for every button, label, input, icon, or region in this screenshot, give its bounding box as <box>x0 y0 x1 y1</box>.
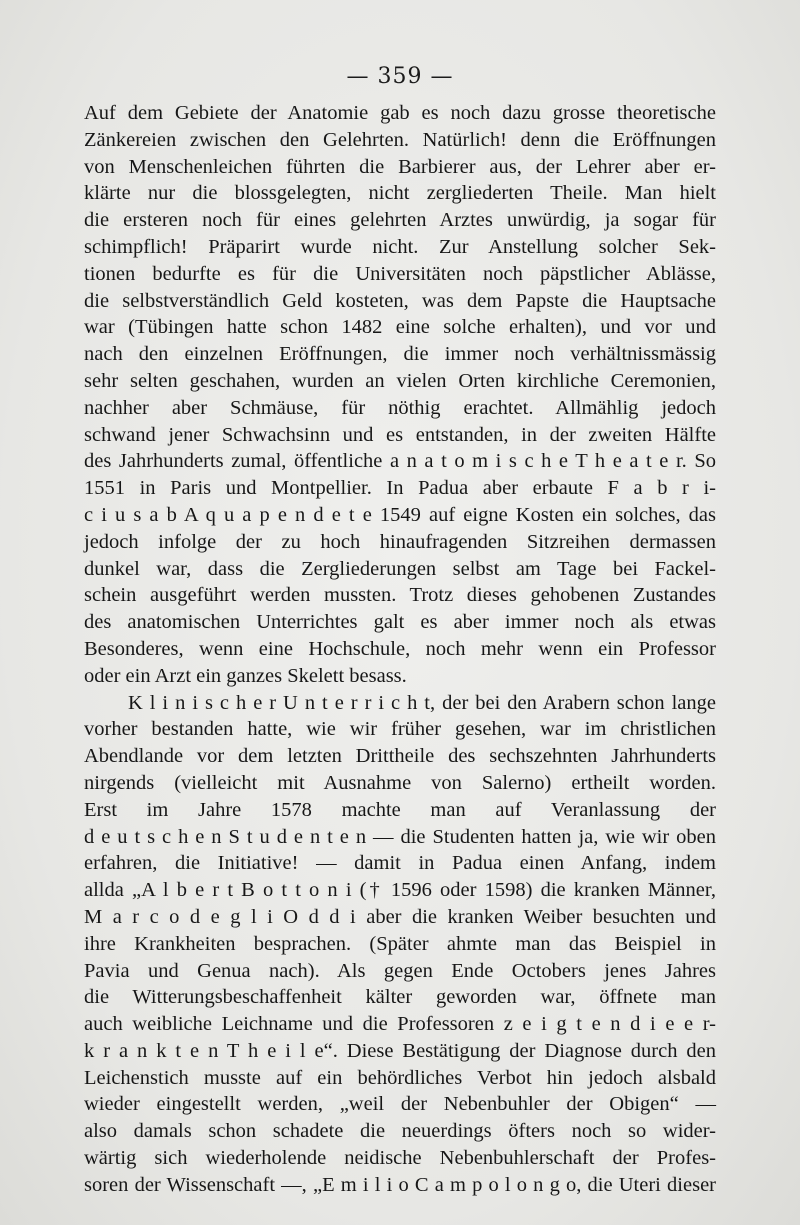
text-line: Auf dem Gebiete der Anatomie gab es noch dazu grosse theoretische <box>84 102 716 124</box>
text-line: d e u t s c h e n S t u d e n t e n — die Studenten hatten ja, wie wir oben <box>84 825 716 848</box>
text-line: oder ein Arzt ein ganzes Skelett besass. <box>84 664 407 687</box>
text-line: Abendlande vor dem letzten Drittheile des sechszehnten Jahrhunderts <box>84 745 716 768</box>
text-line: K l i n i s c h e r U n t e r r i c h t, der bei den Arabern schon lange <box>128 691 716 714</box>
text-line: jedoch infolge der zu hoch hinaufragenden Sitzreihen dermassen <box>84 530 716 553</box>
text-line: tionen bedurfte es für die Universitäten noch päpstlicher Ablässe, <box>84 262 716 285</box>
text-line: auch weibliche Leichname und die Professoren z e i g t e n d i e e r- <box>84 1013 716 1036</box>
text-line: des anatomischen Unterrichtes galt es aber immer noch als etwas <box>84 611 716 634</box>
text-line: nirgends (vielleicht mit Ausnahme von Salerno) ertheilt worden. <box>84 771 716 794</box>
text-line: die ersteren noch für eines gelehrten Arztes unwürdig, ja sogar für <box>84 209 716 232</box>
text-line: vorher bestanden hatte, wie wir früher gesehen, war im christlichen <box>84 718 716 741</box>
text-line: wieder eingestellt werden, „weil der Nebenbuhler der Obigen“ — <box>84 1093 716 1116</box>
text-line: wärtig sich wiederholende neidische Nebenbuhlerschaft der Profes- <box>84 1147 716 1170</box>
text-line: sehr selten geschahen, wurden an vielen Orten kirchliche Ceremonien, <box>84 369 716 392</box>
text-line: 1551 in Paris und Montpellier. In Padua aber erbaute F a b r i- <box>84 477 716 500</box>
text-line: Zänkereien zwischen den Gelehrten. Natürlich! denn die Eröffnungen <box>84 128 716 151</box>
text-line: des Jahrhunderts zumal, öffentliche a n a t o m i s c h e T h e a t e r. So <box>84 450 716 473</box>
text-line: Leichenstich musste auf ein behördliches Verbot hin jedoch alsbald <box>84 1066 716 1089</box>
text-line: also damals schon schadete die neuerdings öfters noch so wider- <box>84 1120 716 1143</box>
text-line: klärte nur die blossgelegten, nicht zergliederten Theile. Man hielt <box>84 182 716 205</box>
text-line: dunkel war, dass die Zergliederungen selbst am Tage bei Fackel- <box>84 557 716 580</box>
text-line: soren der Wissenschaft —, „E m i l i o C a m p o l o n g o, die Uteri dieser <box>84 1173 716 1196</box>
text-line: erfahren, die Initiative! — damit in Padua einen Anfang, indem <box>84 852 716 875</box>
text-line: die Witterungsbeschaffenheit kälter geworden war, öffnete man <box>84 986 716 1009</box>
text-line: allda „A l b e r t B o t t o n i († 1596 oder 1598) die kranken Männer, <box>84 879 716 902</box>
text-line: die selbstverständlich Geld kosteten, was dem Papste die Hauptsache <box>84 289 716 312</box>
body-text <box>84 100 716 1199</box>
page-number: — 359 — <box>346 64 454 89</box>
text-line: nach den einzelnen Eröffnungen, die immer noch verhältnissmässig <box>84 343 716 366</box>
text-line: schein ausgeführt werden mussten. Trotz dieses gehobenen Zustandes <box>84 584 716 607</box>
text-line: Pavia und Genua nach). Als gegen Ende Octobers jenes Jahres <box>84 959 716 982</box>
text-line: M a r c o d e g l i O d d i aber die kranken Weiber besuchten und <box>84 905 716 928</box>
text-line: Besonderes, wenn eine Hochschule, noch mehr wenn ein Professor <box>84 637 716 660</box>
text-line: war (Tübingen hatte schon 1482 eine solche erhalten), und vor und <box>84 316 716 339</box>
text-line: schwand jener Schwachsinn und es entstanden, in der zweiten Hälfte <box>84 423 716 446</box>
text-line: von Menschenleichen führten die Barbierer aus, der Lehrer aber er- <box>84 155 716 178</box>
text-line: Erst im Jahre 1578 machte man auf Veranlassung der <box>84 798 716 821</box>
text-line: k r a n k t e n T h e i l e“. Diese Bestätigung der Diagnose durch den <box>84 1039 716 1062</box>
text-line: schimpflich! Präparirt wurde nicht. Zur Anstellung solcher Sek- <box>84 235 716 258</box>
text-line: ihre Krankheiten besprachen. (Später ahmte man das Beispiel in <box>84 932 716 955</box>
text-line: c i u s a b A q u a p e n d e t e 1549 auf eigne Kosten ein solches, das <box>84 503 716 526</box>
text-line: nachher aber Schmäuse, für nöthig erachtet. Allmählig jedoch <box>84 396 716 419</box>
